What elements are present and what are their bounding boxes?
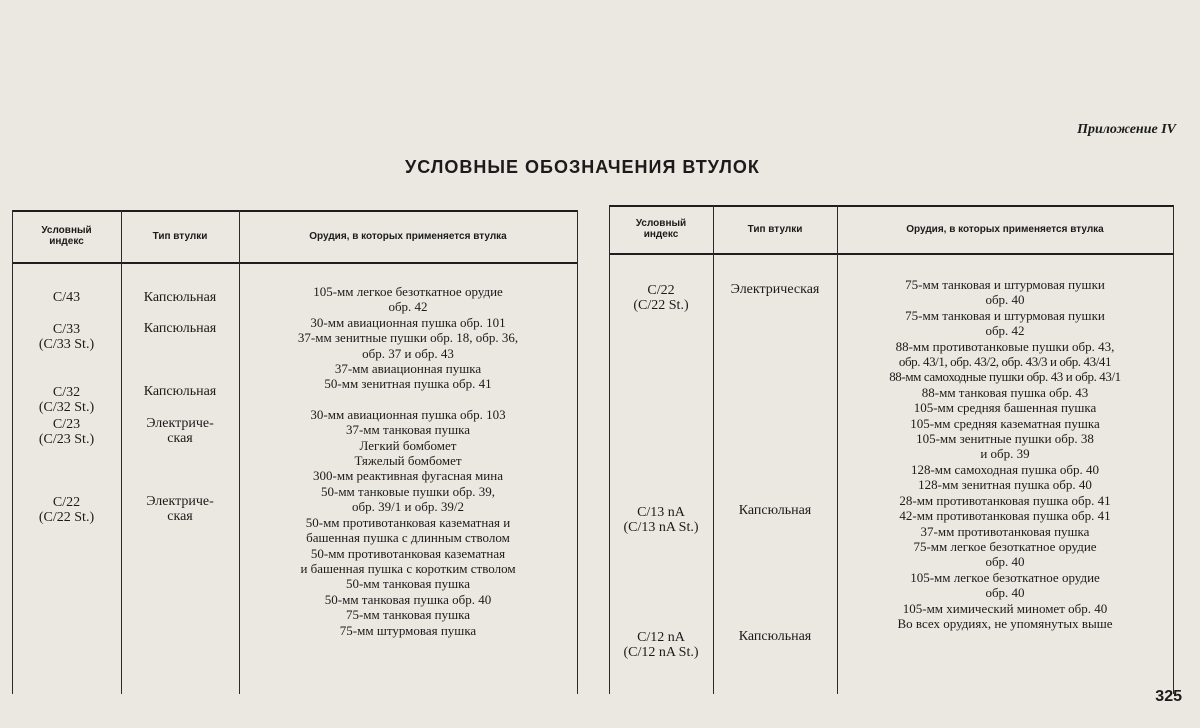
uses-line: 105-мм легкое безоткатное орудие [910, 569, 1100, 585]
uses-line: обр. 42 [388, 299, 428, 315]
uses-line: 75-мм танковая и штурмовая пушки [905, 277, 1105, 292]
uses-line: 37-мм противотанковая пушка [920, 523, 1090, 539]
index-cell [609, 505, 713, 535]
page-title: УСЛОВНЫЕ ОБОЗНАЧЕНИЯ ВТУЛОК [405, 157, 760, 177]
header-type: Тип втулки [747, 223, 803, 235]
type-line: Капсюльная [738, 629, 812, 644]
index-cell [12, 495, 121, 525]
type-line: Электриче- [146, 494, 214, 509]
uses-line: 75-мм штурмовая пушка [339, 622, 477, 638]
header-type: Тип втулки [152, 230, 208, 242]
uses-line: 30-мм авиационная пушка обр. 103 [310, 406, 506, 422]
uses-line: 50-мм противотанковая казематная [310, 545, 506, 561]
uses-line: 50-мм танковые пушки обр. 39, [320, 483, 495, 499]
index-cell [12, 417, 121, 447]
left-table [12, 210, 578, 694]
index-line: С/12 nA [637, 630, 685, 645]
type-cell [713, 282, 837, 297]
appendix-label: Приложение IV [1077, 122, 1176, 137]
uses-line: Во всех орудиях, не упомянутых выше [897, 615, 1113, 631]
uses-line: 88-мм танковая пушка обр. 43 [921, 384, 1089, 400]
uses-line: и обр. 39 [980, 446, 1030, 462]
type-line: Капсюльная [143, 384, 217, 399]
uses-cell [837, 277, 1173, 631]
type-line: ская [167, 431, 193, 446]
uses-line: 105-мм химический миномет обр. 40 [902, 600, 1108, 616]
header-index-line: Условный [635, 218, 687, 229]
uses-line: обр. 39/1 и обр. 39/2 [352, 499, 464, 515]
uses-line: 37-мм зенитные пушки обр. 18, обр. 36, [297, 330, 519, 346]
uses-line: обр. 37 и обр. 43 [362, 345, 454, 361]
header-index-line: индекс [49, 236, 84, 247]
uses-line: 75-мм легкое безоткатное орудие [913, 538, 1097, 554]
type-line: Электриче- [146, 416, 214, 431]
uses-line: 105-мм легкое безоткатное орудие [313, 284, 503, 299]
page-number: 325 [1155, 688, 1182, 705]
right-table [609, 205, 1174, 694]
uses-line: 30-мм авиационная пушка обр. 101 [310, 314, 506, 330]
uses-line: 75-мм танковая пушка [345, 607, 471, 623]
column-divider [577, 210, 578, 694]
index-line: С/13 nA [637, 505, 685, 520]
index-cell [609, 630, 713, 660]
header-index [12, 210, 121, 262]
index-cell [609, 283, 713, 313]
uses-line: 50-мм противотанковая казематная и [305, 514, 511, 530]
index-line: С/23 [52, 417, 81, 432]
uses-line: 50-мм танковая пушка обр. 40 [324, 591, 492, 607]
header-bottom-rule [609, 253, 1174, 255]
header-uses: Орудия, в которых применяется втулка [906, 223, 1104, 235]
column-divider [713, 205, 714, 694]
uses-line: 50-мм зенитная пушка обр. 41 [324, 376, 492, 392]
uses-line: обр. 40 [985, 554, 1025, 570]
index-cell [12, 322, 121, 352]
uses-line: 105-мм средняя башенная пушка [913, 400, 1097, 416]
type-line: Капсюльная [738, 503, 812, 518]
index-cell [12, 385, 121, 415]
index-line: С/22 [647, 283, 675, 298]
uses-line: Легкий бомбомет [359, 437, 457, 453]
index-line: (С/13 nA St.) [623, 520, 699, 535]
type-cell [121, 321, 239, 336]
uses-line: 37-мм танковая пушка [345, 422, 471, 438]
uses-line: 105-мм средняя казематная пушка [910, 415, 1100, 431]
uses-cell [239, 284, 577, 638]
column-divider [1173, 205, 1174, 694]
type-cell [121, 290, 239, 305]
uses-line: 37-мм авиационная пушка [334, 361, 482, 377]
header-index-line: индекс [643, 229, 679, 240]
uses-line [239, 392, 577, 407]
index-line: С/43 [52, 290, 81, 305]
uses-line: обр. 43/1, обр. 43/2, обр. 43/3 и обр. 43/41 [898, 354, 1112, 370]
column-divider [121, 210, 122, 694]
type-cell [713, 629, 837, 644]
uses-line: и башенная пушка с коротким стволом [300, 560, 516, 576]
index-cell [12, 290, 121, 305]
uses-line: обр. 40 [985, 585, 1025, 601]
type-cell [121, 494, 239, 524]
uses-line: обр. 42 [985, 323, 1025, 339]
header-index [609, 205, 713, 253]
index-line: С/32 [52, 385, 81, 400]
uses-line: 88-мм самоходные пушки обр. 43 и обр. 43/1 [889, 369, 1121, 385]
type-cell [121, 416, 239, 446]
index-line: (С/22 St.) [633, 298, 689, 313]
type-line: Электрическая [730, 282, 820, 297]
index-line: (С/12 nA St.) [623, 645, 699, 660]
uses-line: обр. 40 [985, 292, 1025, 308]
uses-line: 50-мм танковая пушка [345, 576, 471, 592]
index-line: (С/33 St.) [38, 337, 95, 352]
type-line: Капсюльная [143, 321, 217, 336]
header-index-line: Условный [41, 225, 92, 236]
type-cell [713, 503, 837, 518]
header-uses: Орудия, в которых применяется втулка [309, 230, 507, 242]
index-line: (С/22 St.) [38, 510, 95, 525]
uses-line: 42-мм противотанковая пушка обр. 41 [899, 508, 1111, 524]
uses-line: 300-мм реактивная фугасная мина [313, 468, 503, 484]
type-cell [121, 384, 239, 399]
uses-line: 88-мм противотанковые пушки обр. 43, [895, 338, 1115, 354]
uses-line: башенная пушка с длинным стволом [306, 530, 510, 546]
type-line: ская [167, 509, 193, 524]
uses-line: 28-мм противотанковая пушка обр. 41 [899, 492, 1111, 508]
uses-line: Тяжелый бомбомет [354, 453, 462, 469]
uses-line: 75-мм танковая и штурмовая пушки [905, 307, 1105, 323]
index-line: С/33 [52, 322, 81, 337]
column-divider [12, 210, 13, 694]
index-line: (С/23 St.) [38, 432, 95, 447]
uses-line: 128-мм самоходная пушка обр. 40 [910, 461, 1100, 477]
uses-line: 105-мм зенитные пушки обр. 38 [916, 431, 1094, 447]
index-line: (С/32 St.) [38, 400, 95, 415]
header-bottom-rule [12, 262, 578, 264]
type-line: Капсюльная [143, 290, 217, 305]
index-line: С/22 [52, 495, 81, 510]
uses-line: 128-мм зенитная пушка обр. 40 [918, 477, 1092, 493]
column-divider [609, 205, 610, 694]
